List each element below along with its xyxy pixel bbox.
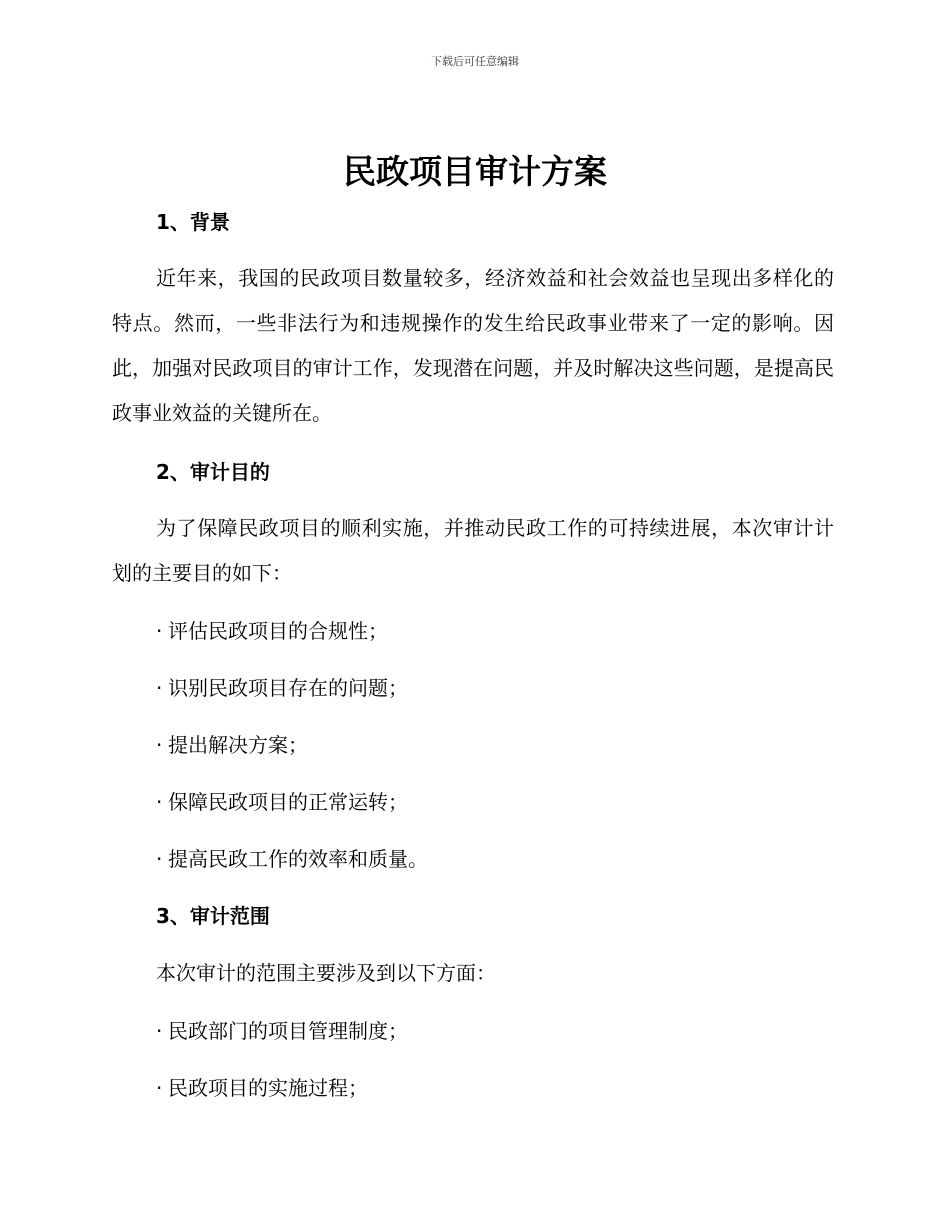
list-item-text: 民政项目的实施过程； [168, 1076, 368, 1100]
bullet-icon: · [156, 676, 163, 700]
list-item [156, 674, 408, 702]
bullet-icon: · [156, 1019, 163, 1043]
audit-purpose-paragraph: 为了保障民政项目的顺利实施，并推动民政工作的可持续进展，本次审计计划的主要目的如下： [112, 516, 834, 585]
bullet-icon: · [156, 619, 163, 643]
background-paragraph: 近年来，我国的民政项目数量较多，经济效益和社会效益也呈现出多样化的特点。然而，一些非法行为和违规操作的发生给民政事业带来了一定的影响。因此，加强对民政项目的审计工作，发现潜在问题，并及时解决这些问题，是提高民政事业效益的关键所在。 [112, 266, 834, 425]
list-item-text: 识别民政项目存在的问题； [168, 676, 408, 700]
section-heading-background: 1、背景 [156, 210, 230, 234]
list-item-text: 提高民政工作的效率和质量。 [168, 847, 428, 871]
list-item [156, 617, 388, 645]
bullet-icon: · [156, 847, 163, 871]
audit-scope-intro: 本次审计的范围主要涉及到以下方面： [156, 961, 496, 985]
list-item [156, 1074, 368, 1102]
page-header-note: 下载后可任意编辑 [431, 55, 519, 68]
list-item [156, 788, 408, 816]
list-item-text: 评估民政项目的合规性； [168, 619, 388, 643]
section-heading-audit-scope: 3、审计范围 [156, 904, 270, 928]
bullet-icon: · [156, 1076, 163, 1100]
bullet-icon: · [156, 733, 163, 757]
bullet-icon: · [156, 790, 163, 814]
document-title: 民政项目审计方案 [343, 152, 607, 191]
list-item-text: 民政部门的项目管理制度； [168, 1019, 408, 1043]
list-item-text: 保障民政项目的正常运转； [168, 790, 408, 814]
section-heading-audit-purpose: 2、审计目的 [156, 460, 270, 484]
list-item [156, 1017, 408, 1045]
list-item [156, 845, 428, 873]
list-item [156, 731, 308, 759]
list-item-text: 提出解决方案； [168, 733, 308, 757]
